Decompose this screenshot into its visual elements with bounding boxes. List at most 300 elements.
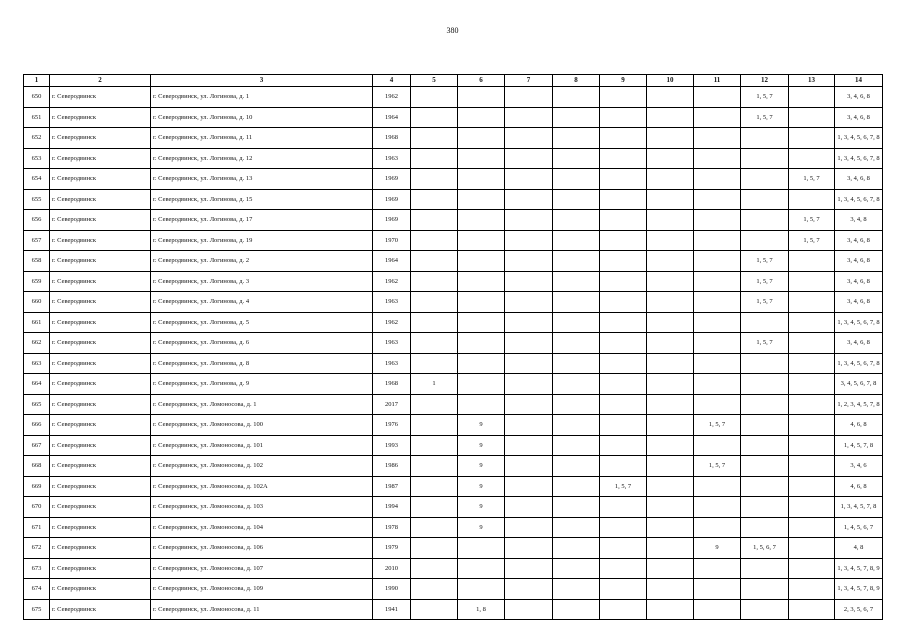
table-cell-col-1: 672 (24, 538, 50, 559)
table-cell-col-12 (741, 312, 789, 333)
table-cell-col-13 (789, 374, 835, 395)
table-cell-col-6 (458, 230, 505, 251)
table-cell-col-13 (789, 435, 835, 456)
table-cell-col-1: 658 (24, 251, 50, 272)
table-row (24, 87, 883, 108)
table-cell-col-3: г. Северодвинск, ул. Ломоносова, д. 106 (151, 538, 373, 559)
table-cell-col-11 (694, 107, 741, 128)
table-cell-col-13 (789, 558, 835, 579)
table-cell-col-4: 1994 (373, 497, 411, 518)
table-cell-col-9 (600, 148, 647, 169)
table-cell-col-6 (458, 312, 505, 333)
table-row (24, 497, 883, 518)
table-cell-col-3: г. Северодвинск, ул. Логинова, д. 17 (151, 210, 373, 231)
table-cell-col-8 (553, 517, 600, 538)
table-cell-col-7 (505, 107, 553, 128)
table-cell-col-14: 1, 3, 4, 5, 7, 8, 9 (835, 579, 883, 600)
table-cell-col-8 (553, 87, 600, 108)
table-cell-col-4: 1987 (373, 476, 411, 497)
table-cell-col-13 (789, 189, 835, 210)
table-row (24, 312, 883, 333)
column-header-10: 10 (647, 75, 694, 87)
table-cell-col-12 (741, 517, 789, 538)
table-row (24, 169, 883, 190)
table-cell-col-5 (411, 169, 458, 190)
table-cell-col-13 (789, 579, 835, 600)
table-cell-col-5 (411, 558, 458, 579)
table-cell-col-8 (553, 599, 600, 620)
table-cell-col-10 (647, 87, 694, 108)
table-cell-col-6 (458, 107, 505, 128)
table-cell-col-7 (505, 558, 553, 579)
table-cell-col-7 (505, 210, 553, 231)
table-cell-col-3: г. Северодвинск, ул. Ломоносова, д. 103 (151, 497, 373, 518)
table-cell-col-6: 1, 8 (458, 599, 505, 620)
table-cell-col-10 (647, 456, 694, 477)
table-row (24, 517, 883, 538)
table-cell-col-6 (458, 292, 505, 313)
table-cell-col-11 (694, 148, 741, 169)
column-header-12: 12 (741, 75, 789, 87)
table-cell-col-12 (741, 169, 789, 190)
table-cell-col-8 (553, 333, 600, 354)
table-cell-col-3: г. Северодвинск, ул. Логинова, д. 1 (151, 87, 373, 108)
table-cell-col-10 (647, 435, 694, 456)
table-cell-col-13 (789, 312, 835, 333)
table-cell-col-9 (600, 333, 647, 354)
table-cell-col-10 (647, 128, 694, 149)
table-cell-col-1: 667 (24, 435, 50, 456)
table-cell-col-3: г. Северодвинск, ул. Логинова, д. 12 (151, 148, 373, 169)
table-cell-col-14: 4, 8 (835, 538, 883, 559)
table-cell-col-10 (647, 599, 694, 620)
table-cell-col-14: 3, 4, 6, 8 (835, 87, 883, 108)
table-cell-col-1: 659 (24, 271, 50, 292)
table-cell-col-11 (694, 189, 741, 210)
table-cell-col-2: г. Северодвинск (50, 169, 151, 190)
table-row (24, 538, 883, 559)
table-cell-col-8 (553, 210, 600, 231)
table-cell-col-10 (647, 107, 694, 128)
table-cell-col-2: г. Северодвинск (50, 210, 151, 231)
table-cell-col-13: 1, 5, 7 (789, 169, 835, 190)
table-cell-col-5 (411, 189, 458, 210)
table-cell-col-8 (553, 107, 600, 128)
table-cell-col-11 (694, 251, 741, 272)
table-cell-col-10 (647, 251, 694, 272)
table-body (24, 87, 883, 620)
table-cell-col-4: 1978 (373, 517, 411, 538)
table-row (24, 210, 883, 231)
table-cell-col-1: 651 (24, 107, 50, 128)
table-cell-col-5 (411, 251, 458, 272)
table-cell-col-2: г. Северодвинск (50, 476, 151, 497)
table-cell-col-4: 1963 (373, 148, 411, 169)
table-cell-col-7 (505, 456, 553, 477)
table-cell-col-4: 1968 (373, 374, 411, 395)
table-cell-col-2: г. Северодвинск (50, 312, 151, 333)
table-cell-col-14: 1, 4, 5, 6, 7 (835, 517, 883, 538)
table-row (24, 271, 883, 292)
table-cell-col-4: 1962 (373, 271, 411, 292)
table-cell-col-9 (600, 538, 647, 559)
table-cell-col-6: 9 (458, 415, 505, 436)
table-cell-col-8 (553, 538, 600, 559)
column-header-5: 5 (411, 75, 458, 87)
table-cell-col-9 (600, 394, 647, 415)
table-cell-col-11 (694, 128, 741, 149)
table-cell-col-9 (600, 497, 647, 518)
table-cell-col-5 (411, 476, 458, 497)
table-cell-col-7 (505, 148, 553, 169)
table-cell-col-9: 1, 5, 7 (600, 476, 647, 497)
table-cell-col-1: 662 (24, 333, 50, 354)
table-cell-col-12: 1, 5, 7 (741, 292, 789, 313)
table-cell-col-9 (600, 107, 647, 128)
column-header-14: 14 (835, 75, 883, 87)
table-cell-col-10 (647, 230, 694, 251)
table-cell-col-8 (553, 189, 600, 210)
table-cell-col-12: 1, 5, 7 (741, 87, 789, 108)
table-cell-col-7 (505, 415, 553, 436)
table-cell-col-4: 1941 (373, 599, 411, 620)
table-cell-col-5 (411, 538, 458, 559)
table-cell-col-3: г. Северодвинск, ул. Ломоносова, д. 107 (151, 558, 373, 579)
table-cell-col-6 (458, 353, 505, 374)
table-cell-col-6 (458, 374, 505, 395)
table-cell-col-9 (600, 292, 647, 313)
table-cell-col-12: 1, 5, 7 (741, 333, 789, 354)
table-cell-col-10 (647, 312, 694, 333)
table-cell-col-12 (741, 415, 789, 436)
table-cell-col-11 (694, 374, 741, 395)
table-cell-col-13 (789, 476, 835, 497)
table-cell-col-13 (789, 251, 835, 272)
table-cell-col-1: 663 (24, 353, 50, 374)
column-header-4: 4 (373, 75, 411, 87)
table-row (24, 128, 883, 149)
table-cell-col-13 (789, 394, 835, 415)
table-cell-col-13 (789, 497, 835, 518)
table-cell-col-4: 1970 (373, 230, 411, 251)
table-cell-col-14: 1, 3, 4, 5, 7, 8, 9 (835, 558, 883, 579)
table-row (24, 251, 883, 272)
table-cell-col-12: 1, 5, 7 (741, 271, 789, 292)
table-cell-col-9 (600, 579, 647, 600)
table-cell-col-3: г. Северодвинск, ул. Ломоносова, д. 101 (151, 435, 373, 456)
table-cell-col-5 (411, 271, 458, 292)
table-cell-col-4: 1969 (373, 189, 411, 210)
table-cell-col-2: г. Северодвинск (50, 415, 151, 436)
table-cell-col-9 (600, 312, 647, 333)
table-cell-col-3: г. Северодвинск, ул. Ломоносова, д. 102А (151, 476, 373, 497)
table-cell-col-13 (789, 128, 835, 149)
table-cell-col-7 (505, 169, 553, 190)
table-cell-col-6: 9 (458, 476, 505, 497)
table-cell-col-2: г. Северодвинск (50, 251, 151, 272)
table-cell-col-3: г. Северодвинск, ул. Логинова, д. 2 (151, 251, 373, 272)
table-cell-col-5 (411, 148, 458, 169)
table-cell-col-5 (411, 517, 458, 538)
table-cell-col-10 (647, 189, 694, 210)
table-cell-col-9 (600, 128, 647, 149)
table-cell-col-14: 1, 3, 4, 5, 7, 8 (835, 497, 883, 518)
column-header-1: 1 (24, 75, 50, 87)
table-cell-col-14: 1, 3, 4, 5, 6, 7, 8 (835, 353, 883, 374)
table-cell-col-14: 4, 6, 8 (835, 415, 883, 436)
table-cell-col-6 (458, 251, 505, 272)
table-cell-col-9 (600, 87, 647, 108)
table-cell-col-11 (694, 558, 741, 579)
table-cell-col-8 (553, 435, 600, 456)
table-cell-col-4: 1993 (373, 435, 411, 456)
table-cell-col-14: 3, 4, 6, 8 (835, 251, 883, 272)
table-cell-col-12 (741, 579, 789, 600)
table-cell-col-7 (505, 333, 553, 354)
table-cell-col-2: г. Северодвинск (50, 599, 151, 620)
table-cell-col-6: 9 (458, 435, 505, 456)
table-cell-col-4: 1969 (373, 210, 411, 231)
table-cell-col-2: г. Северодвинск (50, 353, 151, 374)
table-cell-col-12 (741, 394, 789, 415)
table-cell-col-6 (458, 189, 505, 210)
table-cell-col-4: 1963 (373, 333, 411, 354)
housing-registry-table (23, 74, 883, 620)
table-cell-col-12: 1, 5, 6, 7 (741, 538, 789, 559)
table-cell-col-2: г. Северодвинск (50, 333, 151, 354)
table-cell-col-4: 1969 (373, 169, 411, 190)
table-row (24, 394, 883, 415)
table-cell-col-9 (600, 517, 647, 538)
table-cell-col-12 (741, 435, 789, 456)
table-cell-col-3: г. Северодвинск, ул. Логинова, д. 15 (151, 189, 373, 210)
table-cell-col-11 (694, 271, 741, 292)
table-cell-col-13 (789, 415, 835, 436)
table-cell-col-3: г. Северодвинск, ул. Логинова, д. 13 (151, 169, 373, 190)
table-cell-col-3: г. Северодвинск, ул. Ломоносова, д. 100 (151, 415, 373, 436)
table-cell-col-2: г. Северодвинск (50, 271, 151, 292)
table-cell-col-13 (789, 271, 835, 292)
table-cell-col-11 (694, 312, 741, 333)
table-cell-col-13: 1, 5, 7 (789, 230, 835, 251)
column-header-6: 6 (458, 75, 505, 87)
table-cell-col-8 (553, 415, 600, 436)
table-cell-col-2: г. Северодвинск (50, 456, 151, 477)
table-cell-col-8 (553, 579, 600, 600)
table-cell-col-6 (458, 579, 505, 600)
table-cell-col-2: г. Северодвинск (50, 517, 151, 538)
table-cell-col-5 (411, 292, 458, 313)
table-row (24, 435, 883, 456)
page-number: 380 (446, 26, 459, 35)
table-cell-col-6 (458, 333, 505, 354)
table-row (24, 579, 883, 600)
table-cell-col-5 (411, 87, 458, 108)
table-cell-col-13: 1, 5, 7 (789, 210, 835, 231)
table-cell-col-9 (600, 169, 647, 190)
table-cell-col-14: 3, 4, 6, 8 (835, 271, 883, 292)
table-cell-col-9 (600, 353, 647, 374)
table-cell-col-1: 666 (24, 415, 50, 436)
table-cell-col-11 (694, 230, 741, 251)
table-cell-col-13 (789, 87, 835, 108)
table-cell-col-5 (411, 333, 458, 354)
table-cell-col-4: 1979 (373, 538, 411, 559)
table-cell-col-7 (505, 353, 553, 374)
table-cell-col-2: г. Северодвинск (50, 148, 151, 169)
table-cell-col-9 (600, 558, 647, 579)
table-cell-col-9 (600, 456, 647, 477)
table-cell-col-1: 670 (24, 497, 50, 518)
table-cell-col-2: г. Северодвинск (50, 435, 151, 456)
table-row (24, 148, 883, 169)
table-cell-col-8 (553, 292, 600, 313)
column-header-9: 9 (600, 75, 647, 87)
table-cell-col-13 (789, 292, 835, 313)
table-cell-col-14: 3, 4, 6, 8 (835, 169, 883, 190)
table-cell-col-9 (600, 251, 647, 272)
table-cell-col-9 (600, 189, 647, 210)
table-cell-col-6 (458, 169, 505, 190)
column-header-11: 11 (694, 75, 741, 87)
table-cell-col-1: 668 (24, 456, 50, 477)
table-cell-col-6 (458, 148, 505, 169)
table-cell-col-1: 653 (24, 148, 50, 169)
table-cell-col-8 (553, 148, 600, 169)
table-cell-col-3: г. Северодвинск, ул. Ломоносова, д. 11 (151, 599, 373, 620)
table-cell-col-12 (741, 210, 789, 231)
table-cell-col-4: 1963 (373, 292, 411, 313)
table-row (24, 292, 883, 313)
table-cell-col-14: 1, 3, 4, 5, 6, 7, 8 (835, 189, 883, 210)
table-cell-col-7 (505, 435, 553, 456)
table-cell-col-4: 1963 (373, 353, 411, 374)
table-cell-col-14: 3, 4, 8 (835, 210, 883, 231)
table-cell-col-13 (789, 599, 835, 620)
table-cell-col-10 (647, 292, 694, 313)
table-cell-col-12: 1, 5, 7 (741, 251, 789, 272)
table-cell-col-11 (694, 476, 741, 497)
table-cell-col-11: 1, 5, 7 (694, 456, 741, 477)
table-cell-col-7 (505, 128, 553, 149)
table-cell-col-8 (553, 271, 600, 292)
table-cell-col-2: г. Северодвинск (50, 230, 151, 251)
table-cell-col-1: 661 (24, 312, 50, 333)
table-cell-col-7 (505, 579, 553, 600)
table-cell-col-4: 1962 (373, 87, 411, 108)
table-cell-col-5 (411, 456, 458, 477)
table-cell-col-5 (411, 353, 458, 374)
table-cell-col-8 (553, 476, 600, 497)
table-cell-col-4: 1964 (373, 251, 411, 272)
table-cell-col-4: 2010 (373, 558, 411, 579)
table-row (24, 107, 883, 128)
table-cell-col-4: 1962 (373, 312, 411, 333)
table-cell-col-12 (741, 456, 789, 477)
column-header-7: 7 (505, 75, 553, 87)
table-cell-col-10 (647, 579, 694, 600)
table-cell-col-12 (741, 230, 789, 251)
table-cell-col-7 (505, 599, 553, 620)
table-cell-col-14: 1, 4, 5, 7, 8 (835, 435, 883, 456)
table-row (24, 374, 883, 395)
table-cell-col-10 (647, 169, 694, 190)
table-cell-col-1: 675 (24, 599, 50, 620)
table-cell-col-14: 3, 4, 6 (835, 456, 883, 477)
table-cell-col-7 (505, 230, 553, 251)
table-cell-col-14: 4, 6, 8 (835, 476, 883, 497)
table-cell-col-6 (458, 87, 505, 108)
table-cell-col-5 (411, 210, 458, 231)
table-cell-col-4: 1990 (373, 579, 411, 600)
table-cell-col-3: г. Северодвинск, ул. Логинова, д. 4 (151, 292, 373, 313)
table-cell-col-1: 657 (24, 230, 50, 251)
table-cell-col-1: 669 (24, 476, 50, 497)
table-cell-col-2: г. Северодвинск (50, 579, 151, 600)
table-cell-col-11: 9 (694, 538, 741, 559)
table-cell-col-12 (741, 148, 789, 169)
table-cell-col-5: 1 (411, 374, 458, 395)
table-cell-col-10 (647, 210, 694, 231)
table-cell-col-10 (647, 353, 694, 374)
table-cell-col-10 (647, 374, 694, 395)
table-cell-col-13 (789, 107, 835, 128)
table-cell-col-2: г. Северодвинск (50, 189, 151, 210)
table-cell-col-6: 9 (458, 456, 505, 477)
table-cell-col-8 (553, 353, 600, 374)
table-cell-col-3: г. Северодвинск, ул. Логинова, д. 3 (151, 271, 373, 292)
table-cell-col-5 (411, 579, 458, 600)
table-cell-col-3: г. Северодвинск, ул. Логинова, д. 19 (151, 230, 373, 251)
table-cell-col-14: 2, 3, 5, 6, 7 (835, 599, 883, 620)
table-cell-col-10 (647, 415, 694, 436)
table-cell-col-1: 656 (24, 210, 50, 231)
table-cell-col-13 (789, 456, 835, 477)
table-cell-col-11 (694, 599, 741, 620)
table-cell-col-10 (647, 271, 694, 292)
table-row (24, 415, 883, 436)
table-cell-col-5 (411, 107, 458, 128)
table-cell-col-9 (600, 374, 647, 395)
table-cell-col-8 (553, 312, 600, 333)
table-cell-col-11 (694, 333, 741, 354)
table-cell-col-11 (694, 394, 741, 415)
table-cell-col-11 (694, 579, 741, 600)
table-cell-col-14: 3, 4, 6, 8 (835, 292, 883, 313)
table-cell-col-11 (694, 169, 741, 190)
table-cell-col-1: 664 (24, 374, 50, 395)
table-cell-col-3: г. Северодвинск, ул. Логинова, д. 10 (151, 107, 373, 128)
table-cell-col-8 (553, 374, 600, 395)
table-cell-col-9 (600, 230, 647, 251)
table-cell-col-11 (694, 353, 741, 374)
table-cell-col-3: г. Северодвинск, ул. Ломоносова, д. 102 (151, 456, 373, 477)
column-header-3: 3 (151, 75, 373, 87)
table-cell-col-3: г. Северодвинск, ул. Логинова, д. 6 (151, 333, 373, 354)
table-cell-col-2: г. Северодвинск (50, 87, 151, 108)
table-row (24, 353, 883, 374)
table-cell-col-1: 660 (24, 292, 50, 313)
table-cell-col-5 (411, 415, 458, 436)
table-cell-col-1: 650 (24, 87, 50, 108)
table-cell-col-10 (647, 517, 694, 538)
table-cell-col-4: 2017 (373, 394, 411, 415)
table-cell-col-9 (600, 435, 647, 456)
table-cell-col-12 (741, 128, 789, 149)
table-cell-col-3: г. Северодвинск, ул. Ломоносова, д. 109 (151, 579, 373, 600)
table-cell-col-2: г. Северодвинск (50, 107, 151, 128)
table-cell-col-3: г. Северодвинск, ул. Логинова, д. 8 (151, 353, 373, 374)
